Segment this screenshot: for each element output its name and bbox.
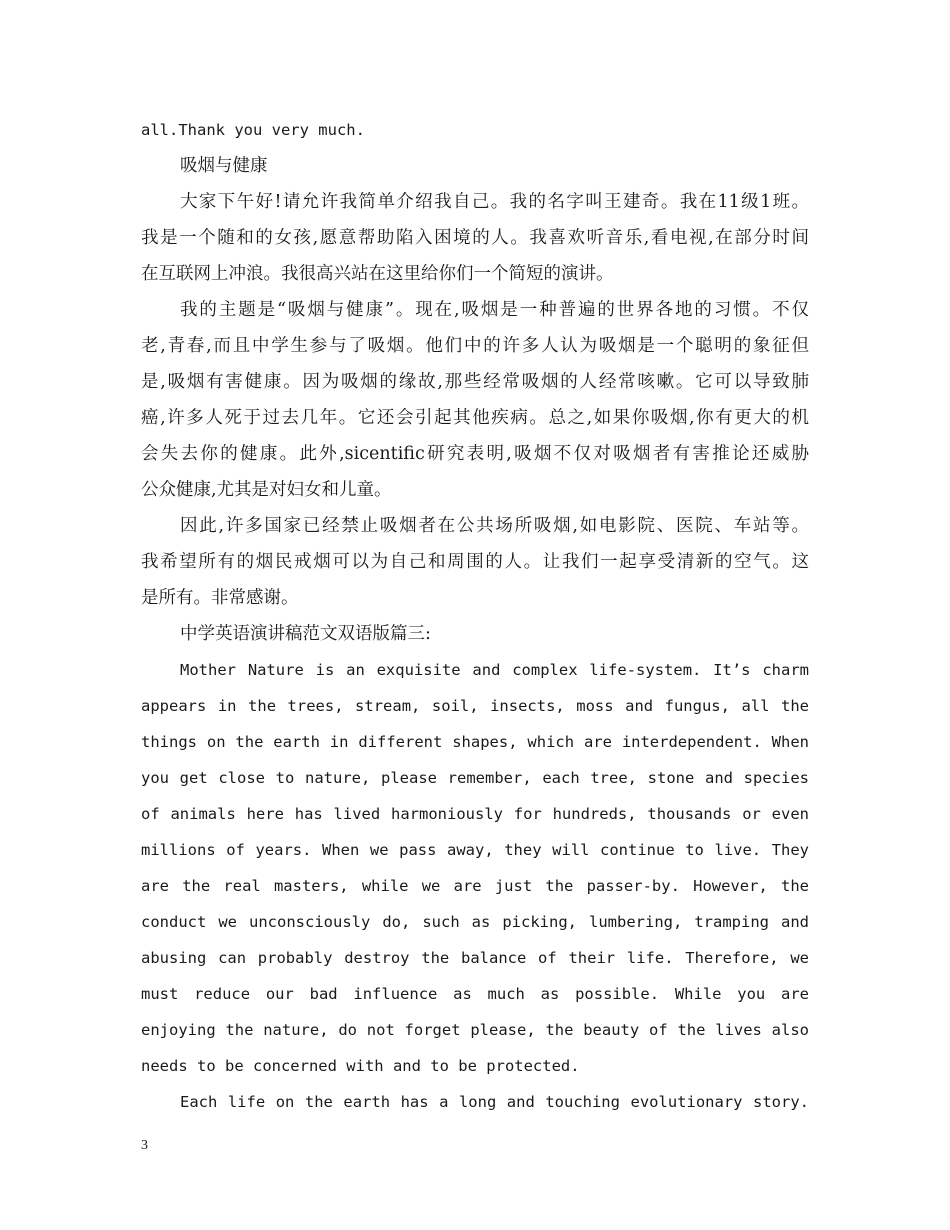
page-body <box>141 112 809 1120</box>
text-line: of animals here has lived harmoniously for hundreds, thousands or even <box>141 805 809 823</box>
text-line: 因此,许多国家已经禁止吸烟者在公共场所吸烟,如电影院、医院、车站等。 <box>180 516 809 536</box>
page-number: 3 <box>141 1138 148 1153</box>
text-line: abusing can probably destroy the balance of their life. Therefore, we <box>141 949 809 967</box>
text-line: conduct we unconsciously do, such as picking, lumbering, tramping and <box>141 913 809 931</box>
text-line: 我是一个随和的女孩,愿意帮助陷入困境的人。我喜欢听音乐,看电视,在部分时间 <box>141 228 809 248</box>
text-line: enjoying the nature, do not forget please, the beauty of the lives also <box>141 1021 809 1039</box>
text-line: appears in the trees, stream, soil, insects, moss and fungus, all the <box>141 697 809 715</box>
text-line: 老,青春,而且中学生参与了吸烟。他们中的许多人认为吸烟是一个聪明的象征但 <box>141 336 809 356</box>
text-line: you get close to nature, please remember, each tree, stone and species <box>141 769 809 787</box>
text-line: all.Thank you very much. <box>141 121 365 139</box>
text-line: needs to be concerned with and to be protected. <box>141 1057 580 1075</box>
section-heading: 吸烟与健康 <box>180 156 268 176</box>
text-line: Each life on the earth has a long and touching evolutionary story. <box>180 1093 809 1111</box>
text-line: millions of years. When we pass away, they will continue to live. They <box>141 841 809 859</box>
text-line: things on the earth in different shapes, which are interdependent. When <box>141 733 809 751</box>
text-line: 公众健康,尤其是对妇女和儿童。 <box>141 480 392 500</box>
text-line: 会失去你的健康。此外,sicentific研究表明,吸烟不仅对吸烟者有害推论还威胁 <box>141 444 809 464</box>
text-line: 在互联网上冲浪。我很高兴站在这里给你们一个简短的演讲。 <box>141 264 614 284</box>
text-line: 大家下午好!请允许我简单介绍我自己。我的名字叫王建奇。我在11级1班。 <box>180 192 809 212</box>
text-line: 癌,许多人死于过去几年。它还会引起其他疾病。总之,如果你吸烟,你有更大的机 <box>141 408 809 428</box>
text-line: must reduce our bad influence as much as possible. While you are <box>141 985 809 1003</box>
text-line: 我希望所有的烟民戒烟可以为自己和周围的人。让我们一起享受清新的空气。这 <box>141 552 809 572</box>
text-line: Mother Nature is an exquisite and complex life-system. It’s charm <box>180 661 809 679</box>
text-line: 我的主题是“吸烟与健康”。现在,吸烟是一种普遍的世界各地的习惯。不仅 <box>180 300 809 320</box>
text-line: are the real masters, while we are just the passer-by. However, the <box>141 877 809 895</box>
text-line: 是所有。非常感谢。 <box>141 588 299 608</box>
text-line: 是,吸烟有害健康。因为吸烟的缘故,那些经常吸烟的人经常咳嗽。它可以导致肺 <box>141 372 809 392</box>
section-heading: 中学英语演讲稿范文双语版篇三: <box>180 624 431 644</box>
